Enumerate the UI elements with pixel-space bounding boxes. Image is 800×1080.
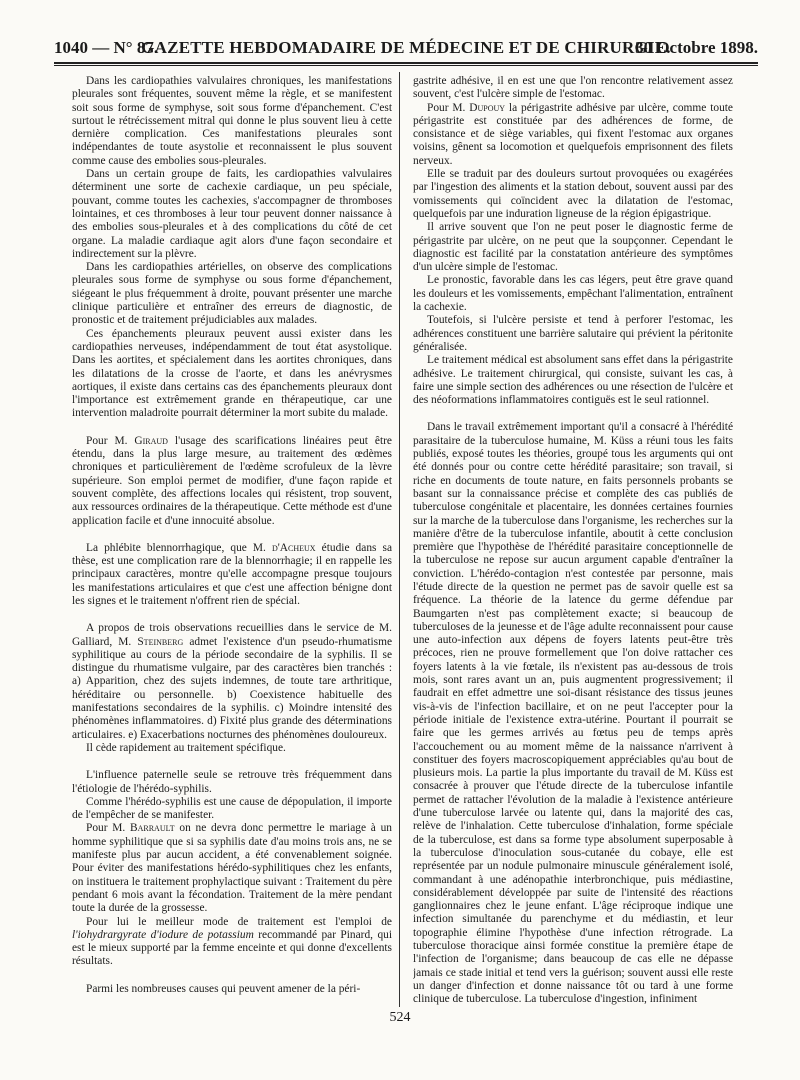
paragraph: Pour M. Dupouy la périgastrite adhésive par ulcère, comme toute périgastrite est constituée par des adhérences de forme, de consistance et de siège variables, qui fixent l'estomac aux organes voisins, gênent sa locomotion et quelquefois emprisonnent des filets nerveux. [413,101,733,167]
paragraph: gastrite adhésive, il en est une que l'on rencontre relativement assez souvent, c'est l'ulcère simple de l'estomac. [413,75,733,101]
journal-title: GAZETTE HEBDOMADAIRE DE MÉDECINE ET DE CHIRURGIE. [141,38,671,57]
paragraph: Comme l'hérédo-syphilis est une cause de dépopulation, il importe de l'empêcher de se manifester. [72,795,392,822]
left-column [72,75,392,1010]
drug-name: l'iohydrargyrate d'iodure de potassium [72,928,254,941]
author-name: Dupouy [469,101,506,114]
page-folio: 524 [389,1010,411,1025]
paragraph: La phlébite blennorrhagique, que M. d'Acheux étudie dans sa thèse, est une complication rare de la blennorrhagie; il en rappelle les principaux caractères, montre qu'elle accompagne presque toujours les manifestations articulaires et que c'est une affection bénigne dont les signes et le traitement n'offrent rien de spécial. [72,541,392,607]
right-column [413,75,733,1010]
paragraph: Il arrive souvent que l'on ne peut poser le diagnostic ferme de périgastrite par ulcère, on ne peut que la soupçonner. Cependant le diagnostic est facilité par la constatation antérieure des symptômes d'un ulcère simple de l'estomac. [413,221,733,274]
author-name: Barrault [130,822,175,835]
column-divider [399,72,400,1007]
paragraph: Elle se traduit par des douleurs surtout provoquées ou exagérées par l'ingestion des aliments et la station debout, souvent aussi par des vomissements qui coïncident avec la dilatation de l'estomac, quelquefois par une induration ligneuse de la région épigastrique. [413,168,733,220]
paragraph: Le pronostic, favorable dans les cas légers, peut être grave quand les douleurs et les vomissements, empêchant l'alimentation, entraînent la cachexie. [413,274,733,314]
author-name: Küss [610,434,634,447]
issue-date: 30 Octobre 1898. [635,38,758,57]
paragraph: Pour lui le meilleur mode de traitement est l'emploi de l'iohydrargyrate d'iodure de potassium recommandé par Pinard, qui est le mieux supporté par la femme enceinte et qui donne d'excellents résultats. [72,915,392,968]
paragraph: Dans le travail extrêmement important qu'il a consacré à l'hérédité parasitaire de la tuberculose humaine, M. Küss a réuni tous les faits publiés, exposé toutes les théories, groupé tous les arguments qui ont été donnés pour ou contre cette hérédité parasitaire; son travail, si riche en documents de toute nature, en faits personnels probants se basant sur la connaissance précise et complète des cas publiés de tuberculose congénitale et placentaire, les données certaines fournies sur la marche de la tuberculose dans l'organisme, les recherches sur la manière d'être de la tuberculose infantile, aboutit à cette conclusion première que l'hypothèse de l'hérédité parasitaire conceptionnelle de la tuberculose ne repose sur aucun argument capable d'entraîner la conviction. L'hérédo-contagion n'est contestée par personne, mais l'étude directe de la question ne permet pas de savoir quelle est sa fréquence. La théorie de la latence du germe défendue par Baumgarten n'est pas complètement exacte; si beaucoup de tuberculoses de la jeunesse et de l'âge adulte reconnaissent pour cause une auto-infection aux dépens de foyers latents peut-être très précoces, rien ne prouve formellement que l'on doive rattacher ces foyers latents à la vie fœtale, ils n'existent pas au-dessous de trois mois, sont rares avant un an, puis augmentent progressivement; il faudrait en effet admettre une soi-disant résistance des tissus jeunes vis-à-vis de l'infection bacillaire, et on ne peut l'accepter pour la période initiale de l'existence extra-utérine. Pourtant il pourrait se faire que les germes arrivés au fœtus peu de temps après l'accouchement ou au moment même de la naissance n'arrivent à constituer des foyers macroscopiquement appréciables qu'au bout de plusieurs mois. La partie la plus importante du travail de M. Küss est consacrée à prouver que l'étude directe de la tuberculose infantile permet de rattacher l'évolution de la maladie à l'existence antérieure d'une tuberculose larvée ou latente qui, dans la majorité des cas, relève de l'inhalation. Cette tuberculose d'inhalation, forme spéciale de la tuberculose, est dans sa forme type absolument superposable à la tuberculose d'inoculation sous-cutanée du cobaye, elle est représentée par un nodule pulmonaire minuscule généralement isolé, commandant à une adénopathie interbronchique, puis médiastine, considérablement développée par suite de l'intensité des réactions ganglionnaires chez le jeune enfant. L'âge réciproque indique une infection simultanée du parenchyme et du médiastin, et leur topographie élimine l'hypothèse d'une infection rétrograde. La tuberculose thoracique ainsi formée constitue la première étape de l'infection de l'organisme; dans beaucoup de cas elle ne dépasse jamais ce stade initial et tend vers la guérison; souvent aussi elle reste un danger d'infection et donne naissance tôt ou tard à une forme clinique de tuberculose. La tuberculose d'ingestion, infiniment [413,421,733,1006]
running-header [54,34,758,64]
paragraph: Dans les cardiopathies valvulaires chroniques, les manifestations pleurales sont fréquentes, souvent même la règle, et se manifestent soit sous forme de symphyse, soit sous forme d'épanchement. C'est surtout le rétrécissement mitral qui donne le plus souvent lieu à cette dernière complication. Ces manifestations pleurales sont indépendantes de toute asystolie et reconnaissent le plus souvent comme cause des embolies sous-pleurales. [72,75,392,167]
author-name: Steinberg [137,635,184,648]
paragraph: Toutefois, si l'ulcère persiste et tend à perforer l'estomac, les adhérences constituent une barrière salutaire qui prévient la péritonite généralisée. [413,314,733,353]
paragraph: Dans un certain groupe de faits, les cardiopathies valvulaires déterminent une sorte de cachexie cardiaque, un peu spéciale, pouvant, comme toutes les cachexies, s'accompagner de thromboses lointaines, et ces thromboses à leur tour peuvent donner naissance à des embolies sous-pleurales et à des complications du côté de cet organe. La maladie cardiaque agit alors d'une façon secondaire et indirectement sur la plèvre. [72,168,392,260]
paragraph: Dans les cardiopathies artérielles, on observe des complications pleurales sous forme de symphyse ou sous forme d'épanchement, siégeant le plus fréquemment à droite, pouvant présenter une marche clinique particulière et entraîner des erreurs de diagnostic, de pronostic et de traitement préjudiciables aux malades. [72,261,392,327]
page-number: 1040 — N° 87. [54,38,159,57]
paragraph: Il cède rapidement au traitement spécifique. [86,741,286,754]
paragraph: Pour M. Barrault on ne devra donc permettre le mariage à un homme syphilitique que si sa syphilis date d'au moins trois ans, ne se manifeste plus par aucun accident, a été convenablement soignée. Pour éviter des manifestations hérédo-syphilitiques chez les enfants, on instituera le traitement prophylactique suivant : Traitement du père pendant 6 mois avant la fécondation. Traitement de la mère pendant toute la durée de la grossesse. [72,822,392,915]
paragraph: Le traitement médical est absolument sans effet dans la périgastrite adhésive. Le traitement chirurgical, qui consiste, suivant les cas, à faire une simple section des adhérences ou une résection de l'ulcère et des néoformations inflammatoires contiguës est le seul rationnel. [413,354,733,407]
header-rule [54,65,758,66]
paragraph: Parmi les nombreuses causes qui peuvent amener de la péri- [86,982,361,995]
paragraph: Ces épanchements pleuraux peuvent aussi exister dans les cardiopathies nerveuses, indépendamment de tout état asystolique. Dans les aortites, et spécialement dans les aortites chroniques, dans les dilatations de la crosse de l'aorte, et dans les anévrysmes aortiques, il existe dans certains cas des épanchements pleuraux dont l'importance est extrêmement grande en thérapeutique, car une intervention maladroite pourrait déterminer la mort subite du malade. [72,327,392,420]
paragraph: L'influence paternelle seule se retrouve très fréquemment dans l'étiologie de l'hérédo-syphilis. [72,769,392,795]
author-name: d'Acheux [271,541,316,554]
author-name: Giraud [134,434,168,447]
paragraph: A propos de trois observations recueillies dans le service de M. Galliard, M. Steinberg admet l'existence d'un pseudo-rhumatisme syphilitique au cours de la période secondaire de la syphilis. Il se distingue du rhumatisme vulgaire, par des caractères bien tranchés : a) Apparition, chez des sujets indemnes, de toute tare arthritique, héréditaire ou personnelle. b) Coexistence habituelle des manifestations secondaires de la syphilis. c) Moindre intensité des phénomènes inflammatoires. d) Fixité plus grande des déterminations articulaires. e) Exacerbations nocturnes des phénomènes douloureux. [72,622,392,741]
paragraph: Pour M. Giraud l'usage des scarifications linéaires peut être étendu, dans la plus large mesure, au traitement des œdèmes chroniques et particulièrement de l'œdème scrofuleux de la lèvre supérieure. Son emploi permet de modifier, d'une façon rapide et souvent complète, des affections locales qui résistent, trop souvent, aux ressources ordinaires de la thérapeutique. Cette méthode est d'une application facile et d'une innocuité absolue. [72,434,392,527]
